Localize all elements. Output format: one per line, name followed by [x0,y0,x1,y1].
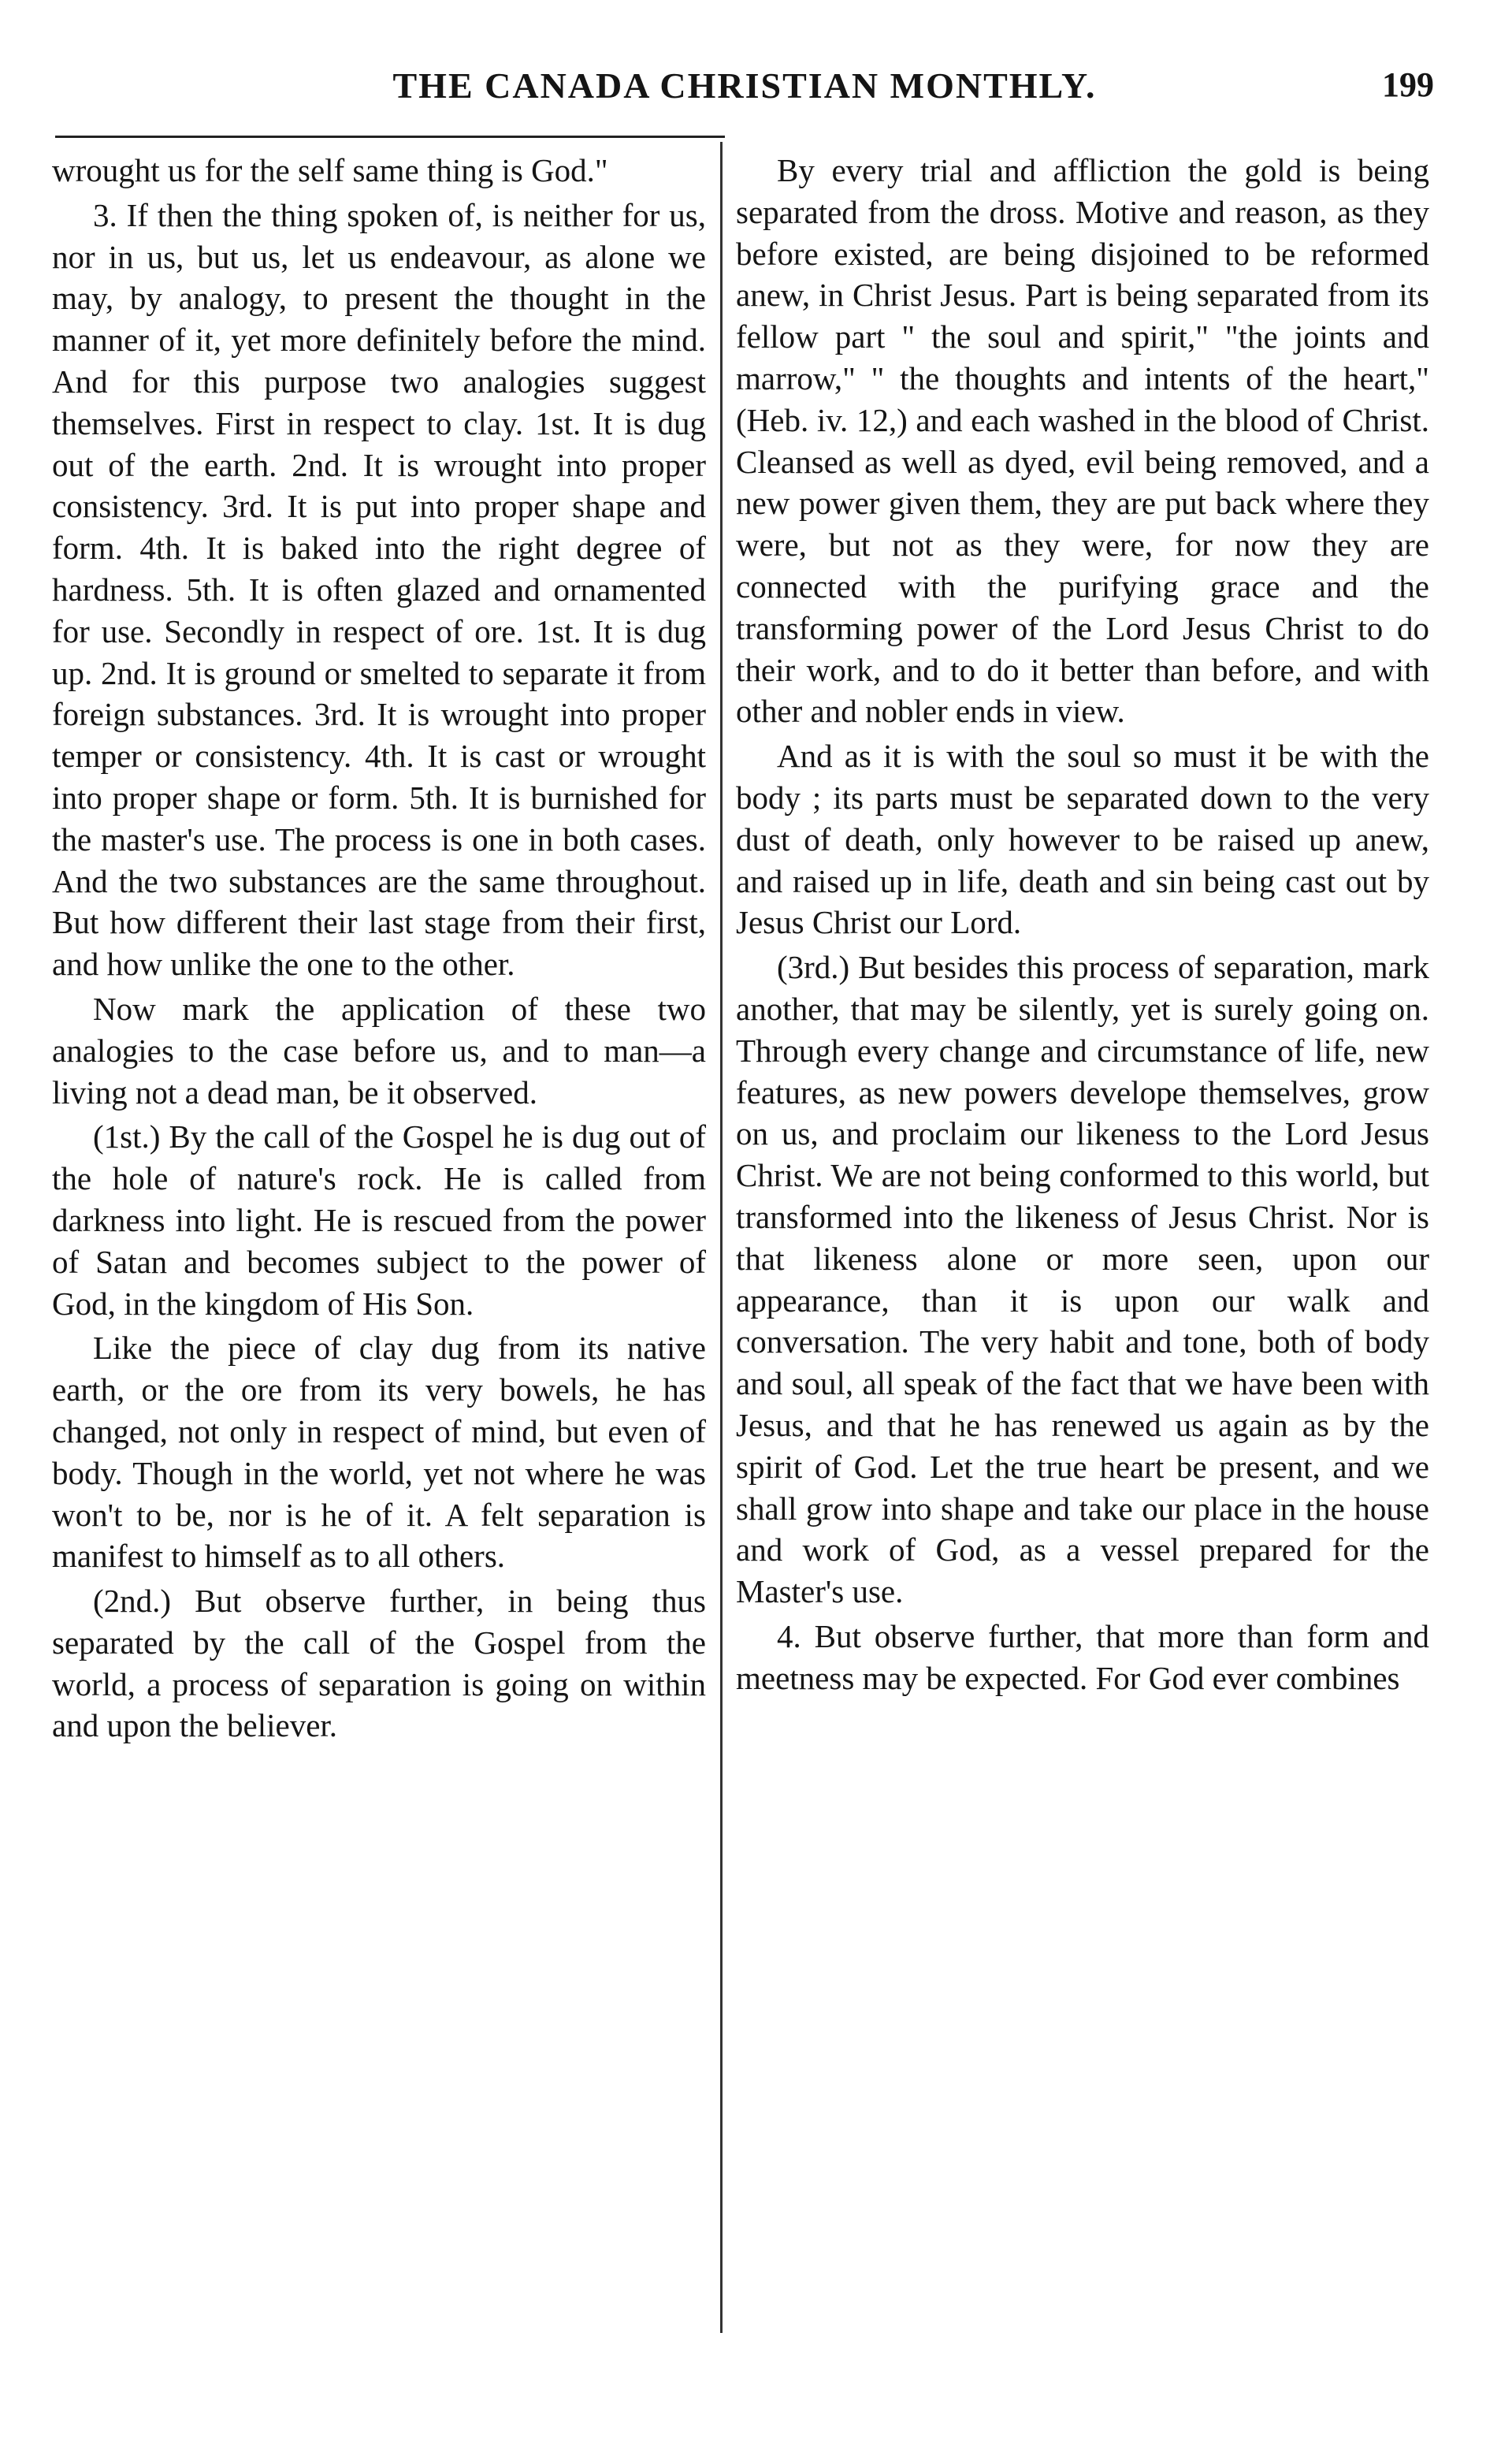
page-number: 199 [1382,65,1434,104]
paragraph: (1st.) By the call of the Gospel he is dug out of the hole of nature's rock. He is called from darkness into light. He is rescued from the power of Satan and becomes subject to the power of God, in the kingdom of His Son. [52,1118,706,1322]
left-column [52,150,706,1747]
paragraph: wrought us for the self same thing is God." [52,152,608,188]
journal-title: THE CANADA CHRISTIAN MONTHLY. [392,65,1097,106]
paragraph: And as it is with the soul so must it be with the body ; its parts must be separated down to the very dust of death, only however to be raised up anew, and raised up in life, death and sin being cast out by Jesus Christ our Lord. [736,738,1429,941]
paragraph: 3. If then the thing spoken of, is neither for us, nor in us, but us, let us endeavour, as alone we may, by analogy, to present the thought in the manner of it, yet more definitely before the mind. And for this purpose two analogies suggest themselves. First in respect to clay. 1st. It is dug out of the earth. 2nd. It is wrought into proper consistency. 3rd. It is put into proper shape and form. 4th. It is baked into the right degree of hardness. 5th. It is often glazed and ornamented for use. Secondly in respect of ore. 1st. It is dug up. 2nd. It is ground or smelted to separate it from foreign substances. 3rd. It is wrought into proper temper or consistency. 4th. It is cast or wrought into proper shape or form. 5th. It is burnished for the master's use. The process is one in both cases. And the two substances are the same throughout. But how different their last stage from their first, and how unlike the one to the other. [52,196,706,983]
paragraph: Now mark the application of these two analogies to the case before us, and to man—a living not a dead man, be it observed. [52,990,706,1111]
running-header [55,65,1434,120]
paragraph: 4. But observe further, that more than form and meetness may be expected. For God ever combines [736,1617,1429,1696]
column-divider [720,142,723,2333]
paragraph: Like the piece of clay dug from its native earth, or the ore from its very bowels, he has changed, not only in respect of mind, but even of body. Though in the world, yet not where he was won't to be, nor is he of it. A felt separation is manifest to himself as to all others. [52,1330,706,1575]
paragraph: (3rd.) But besides this process of separation, mark another, that may be silently, yet is surely going on. Through every change and circumstance of life, new features, as new powers develope themselves, grow on us, and proclaim our likeness to the Lord Jesus Christ. We are not being conformed to this world, but transformed into the likeness of Jesus Christ. Nor is that likeness alone or more seen, upon our appearance, than it is upon our walk and conversation. The very habit and tone, both of body and soul, all speak of the fact that we have been with Jesus, and that he has renewed us again as by the spirit of God. Let the true heart be present, and we shall grow into shape and take our place in the house and work of God, as a vessel prepared for the Master's use. [736,949,1429,1610]
right-column [736,150,1429,1698]
header-rule [55,136,725,138]
paragraph: By every trial and affliction the gold is being separated from the dross. Motive and reason, as they before existed, are being disjoined to be reformed anew, in Christ Jesus. Part is being separated from its fellow part " the soul and spirit," "the joints and marrow," " the thoughts and intents of the heart," (Heb. iv. 12,) and each washed in the blood of Christ. Cleansed as well as dyed, evil being removed, and a new power given them, they are put back where they were, but not as they were, for now they are connected with the purifying grace and the transforming power of the Lord Jesus Christ to do their work, and to do it better than before, and with other and nobler ends in view. [736,152,1429,730]
paragraph: (2nd.) But observe further, in being thus separated by the call of the Gospel from the world, a process of separation is going on within and upon the believer. [52,1583,706,1744]
